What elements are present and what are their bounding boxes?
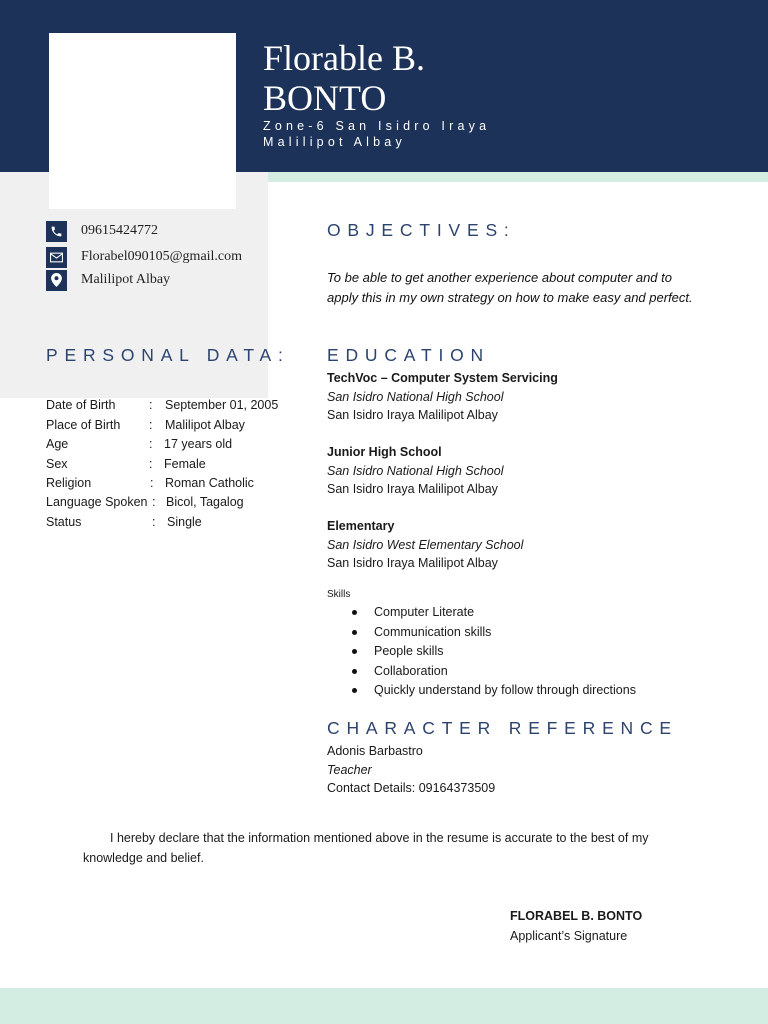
education-level: TechVoc – Computer System Servicing (327, 371, 558, 385)
address-line-1: Zone-6 San Isidro Iraya (263, 119, 491, 133)
phone-icon (46, 221, 67, 242)
skills-label: Skills (327, 589, 351, 600)
colon: : (149, 418, 153, 432)
header-address (263, 118, 490, 150)
religion-value: Roman Catholic (165, 476, 254, 490)
name-line-2: BONTO (263, 78, 387, 118)
phone-number: 09615424772 (81, 223, 158, 238)
colon: : (149, 437, 153, 451)
education-entry (327, 517, 523, 573)
skill-item: Collaboration (352, 662, 636, 682)
location-pin-icon (46, 270, 67, 291)
accent-strip (268, 172, 768, 182)
signature-block (510, 906, 642, 946)
skill-item: Computer Literate (352, 603, 636, 623)
education-heading: EDUCATION (327, 345, 490, 365)
declaration-text: I hereby declare that the information mentioned above in the resume is accurate to the best of my knowledge and belief. (83, 831, 649, 865)
personal-data-heading: PERSONAL DATA: (46, 345, 290, 365)
skill-item: Communication skills (352, 623, 636, 643)
mail-icon (46, 247, 67, 268)
pob-label: Place of Birth (46, 418, 121, 432)
education-address: San Isidro Iraya Malilipot Albay (327, 408, 498, 422)
dob-label: Date of Birth (46, 398, 116, 412)
education-address: San Isidro Iraya Malilipot Albay (327, 556, 498, 570)
skill-item: People skills (352, 642, 636, 662)
objectives-heading: OBJECTIVES: (327, 220, 516, 240)
education-address: San Isidro Iraya Malilipot Albay (327, 482, 498, 496)
colon: : (150, 476, 154, 490)
colon: : (149, 457, 153, 471)
applicant-name (263, 38, 425, 118)
reference-role: Teacher (327, 762, 372, 777)
sex-value: Female (164, 457, 206, 471)
colon: : (152, 495, 156, 509)
name-line-1: Florable B. (263, 38, 425, 78)
reference-block (327, 742, 495, 798)
objectives-text: To be able to get another experience about computer and to apply this in my own strategy on how to make easy and perfect. (327, 270, 693, 305)
skills-list (352, 603, 636, 701)
education-school: San Isidro National High School (327, 389, 504, 404)
email-address: Florabel090105@gmail.com (81, 249, 243, 264)
skill-item: Quickly understand by follow through directions (352, 681, 636, 701)
age-value: 17 years old (164, 437, 233, 451)
colon: : (149, 398, 153, 412)
contact-phone-row (46, 221, 158, 241)
sex-label: Sex (46, 457, 68, 471)
contact-location-row (46, 270, 170, 290)
language-value: Bicol, Tagalog (166, 495, 244, 509)
colon: : (152, 515, 156, 529)
language-label: Language Spoken (46, 495, 148, 509)
footer-band (0, 988, 768, 1024)
location-text: Malilipot Albay (81, 272, 171, 287)
reference-contact: Contact Details: 09164373509 (327, 781, 496, 795)
status-value: Single (167, 515, 202, 529)
education-entry (327, 369, 558, 425)
age-label: Age (46, 437, 69, 451)
reference-name: Adonis Barbastro (327, 744, 423, 758)
address-line-2: Malilipot Albay (263, 135, 406, 149)
religion-label: Religion (46, 476, 92, 490)
pob-value: Malilipot Albay (165, 418, 245, 432)
signature-name: FLORABEL B. BONTO (510, 909, 643, 923)
photo-placeholder (49, 33, 236, 209)
education-school: San Isidro West Elementary School (327, 537, 524, 552)
education-level: Elementary (327, 519, 395, 533)
character-reference-heading: CHARACTER REFERENCE (327, 718, 678, 738)
contact-email-row (46, 247, 242, 267)
signature-caption: Applicant’s Signature (510, 929, 628, 943)
education-school: San Isidro National High School (327, 463, 504, 478)
education-level: Junior High School (327, 445, 442, 459)
education-entry (327, 443, 504, 499)
dob-value: September 01, 2005 (165, 398, 279, 412)
status-label: Status (46, 515, 82, 529)
